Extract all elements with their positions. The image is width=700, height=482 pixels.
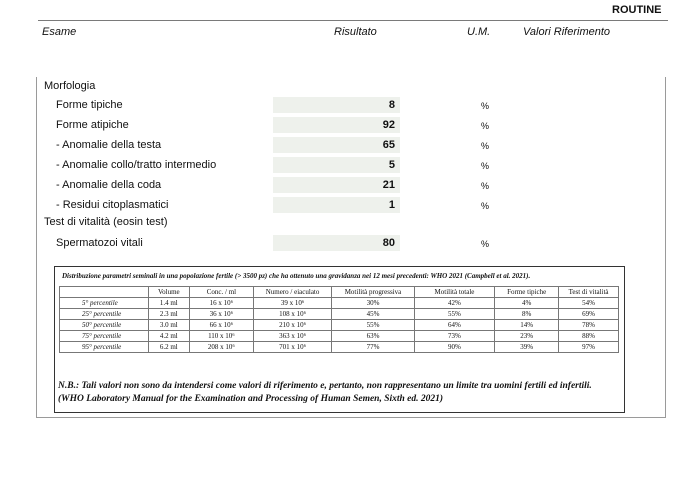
table-cell: 75° percentile	[60, 331, 149, 342]
table-cell: 50° percentile	[60, 320, 149, 331]
table-cell: 90%	[414, 342, 494, 353]
table-header: Motilità progressiva	[332, 287, 415, 298]
table-cell: 64%	[414, 320, 494, 331]
column-header-valori: Valori Riferimento	[523, 26, 611, 38]
table-cell: 363 x 10⁶	[253, 331, 331, 342]
column-header-risultato: Risultato	[334, 26, 377, 38]
table-row	[60, 320, 619, 331]
table-header	[60, 287, 149, 298]
unit-label: %	[481, 181, 490, 191]
unit-label: %	[481, 141, 490, 151]
table-cell: 77%	[332, 342, 415, 353]
result-value: 21	[382, 179, 395, 191]
result-cell	[273, 117, 400, 133]
table-cell: 42%	[414, 298, 494, 309]
table-row	[60, 342, 619, 353]
row-label-forme-tipiche: Forme tipiche	[56, 99, 123, 111]
result-value: 8	[388, 99, 395, 111]
table-cell: 5° percentile	[60, 298, 149, 309]
table-cell: 69%	[559, 309, 619, 320]
table-row	[60, 309, 619, 320]
section-vitalita: Test di vitalità (eosin test)	[44, 216, 168, 228]
result-cell	[273, 197, 400, 213]
result-value: 5	[388, 159, 395, 171]
row-label-anomalie-collo: - Anomalie collo/tratto intermedio	[56, 159, 217, 171]
table-cell: 108 x 10⁶	[253, 309, 331, 320]
unit-label: %	[481, 101, 490, 111]
table-cell: 110 x 10⁶	[189, 331, 253, 342]
unit-label: %	[481, 121, 490, 131]
table-cell: 25° percentile	[60, 309, 149, 320]
table-cell: 701 x 10⁶	[253, 342, 331, 353]
result-cell	[273, 137, 400, 153]
table-cell: 208 x 10⁶	[189, 342, 253, 353]
table-cell: 88%	[559, 331, 619, 342]
table-header: Volume	[148, 287, 189, 298]
routine-label: ROUTINE	[612, 4, 662, 16]
table-cell: 95° percentile	[60, 342, 149, 353]
table-cell: 4%	[495, 298, 559, 309]
row-label-forme-atipiche: Forme atipiche	[56, 119, 129, 131]
result-cell	[273, 235, 400, 251]
table-row	[60, 298, 619, 309]
table-cell: 39%	[495, 342, 559, 353]
result-cell	[273, 97, 400, 113]
row-label-anomalie-testa: - Anomalie della testa	[56, 139, 162, 151]
table-row	[60, 331, 619, 342]
table-header: Forme tipiche	[495, 287, 559, 298]
table-cell: 54%	[559, 298, 619, 309]
table-header: Conc. / ml	[189, 287, 253, 298]
table-cell: 45%	[332, 309, 415, 320]
table-header: Numero / eiaculato	[253, 287, 331, 298]
table-header: Motilità totale	[414, 287, 494, 298]
table-cell: 55%	[332, 320, 415, 331]
table-header: Test di vitalità	[559, 287, 619, 298]
table-cell: 23%	[495, 331, 559, 342]
result-cell	[273, 177, 400, 193]
result-cell	[273, 157, 400, 173]
table-cell: 6.2 ml	[148, 342, 189, 353]
table-cell: 39 x 10⁶	[253, 298, 331, 309]
row-label-anomalie-coda: - Anomalie della coda	[56, 179, 162, 191]
unit-label: %	[481, 239, 490, 249]
table-cell: 36 x 10⁶	[189, 309, 253, 320]
table-cell: 78%	[559, 320, 619, 331]
unit-label: %	[481, 201, 490, 211]
table-cell: 73%	[414, 331, 494, 342]
table-cell: 66 x 10⁶	[189, 320, 253, 331]
table-cell: 55%	[414, 309, 494, 320]
table-cell: 3.0 ml	[148, 320, 189, 331]
table-cell: 8%	[495, 309, 559, 320]
table-header-row	[60, 287, 619, 298]
table-cell: 16 x 10⁶	[189, 298, 253, 309]
column-header-esame: Esame	[42, 26, 77, 38]
table-cell: 97%	[559, 342, 619, 353]
result-value: 80	[382, 237, 395, 249]
reference-caption: Distribuzione parametri seminali in una popolazione fertile (> 3500 pz) che ha ottenuto una gravidanza nei 12 mesi precedenti: WHO 2021 (Campbell et al. 2021).	[62, 272, 531, 280]
reference-table	[59, 286, 619, 353]
table-cell: 4.2 ml	[148, 331, 189, 342]
header-divider	[38, 20, 668, 21]
section-morfologia: Morfologia	[44, 80, 96, 92]
row-label-spermatozoi-vitali: Spermatozoi vitali	[56, 237, 143, 249]
table-cell: 30%	[332, 298, 415, 309]
table-cell: 1.4 ml	[148, 298, 189, 309]
table-cell: 63%	[332, 331, 415, 342]
result-value: 92	[382, 119, 395, 131]
table-cell: 210 x 10⁶	[253, 320, 331, 331]
reference-note: N.B.: Tali valori non sono da intendersi come valori di riferimento e, pertanto, non rappresentano un limite tra uomini fertili ed infertili. (WHO Laboratory Manual for the Examination and Processing of Human Semen, Sixth ed. 2021)	[58, 381, 592, 404]
column-header-um: U.M.	[467, 26, 491, 38]
result-value: 1	[388, 199, 395, 211]
table-cell: 14%	[495, 320, 559, 331]
result-value: 65	[382, 139, 395, 151]
table-cell: 2.3 ml	[148, 309, 189, 320]
row-label-residui: - Residui citoplasmatici	[56, 199, 169, 211]
unit-label: %	[481, 161, 490, 171]
